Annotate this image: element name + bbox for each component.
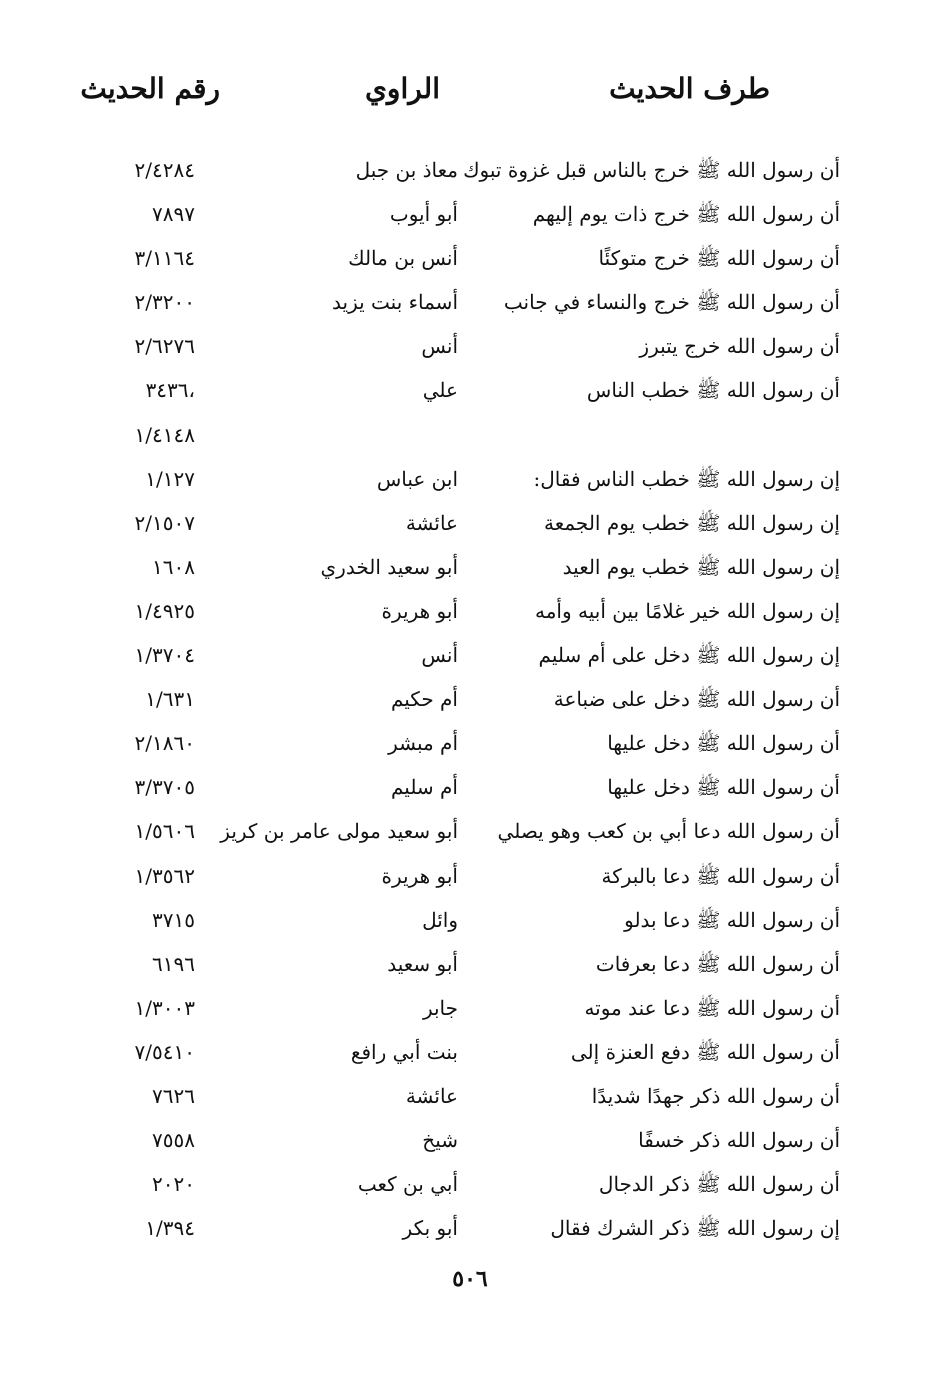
narrator: أبو سعيد الخدري (320, 554, 458, 579)
hadith-tarf: أن رسول الله دعا أبي بن كعب وهو يصلي (497, 819, 840, 844)
narrator: أم سليم (390, 775, 458, 800)
hadith-tarf: أن رسول الله ﷺ دعا بعرفات (595, 951, 840, 976)
hadith-number: ٣٤٣٦، (145, 378, 195, 403)
hadith-tarf: أن رسول الله ﷺ ذكر الدجال (598, 1172, 840, 1197)
hadith-tarf: أن رسول الله ﷺ خرج ذات يوم إليهم (532, 202, 840, 227)
table-row (0, 898, 940, 942)
table-row (0, 677, 940, 721)
table-row (0, 633, 940, 677)
table-row (0, 765, 940, 809)
hadith-number: ٣٧١٥ (152, 907, 195, 932)
narrator: أم حكيم (390, 687, 458, 712)
narrator: وائل (422, 907, 458, 932)
hadith-number: ٢٠٢٠ (152, 1172, 195, 1197)
table-row (0, 368, 940, 412)
hadith-number: ٧٥٥٨ (152, 1128, 195, 1153)
hadith-tarf: أن رسول الله ﷺ دخل عليها (607, 731, 840, 756)
table-row (0, 457, 940, 501)
hadith-number: ٧/٥٤١٠ (134, 1039, 195, 1064)
table-row (0, 1206, 940, 1250)
table-row (0, 413, 940, 457)
hadith-number: ١/٣٩٤ (145, 1216, 195, 1241)
hadith-number: ٧٦٢٦ (152, 1083, 195, 1108)
table-row (0, 1118, 940, 1162)
table-row (0, 589, 940, 633)
table-row (0, 809, 940, 853)
table-row (0, 545, 940, 589)
hadith-tarf: أن رسول الله ﷺ دعا عند موته (584, 995, 840, 1020)
narrator: أبو أيوب (389, 202, 458, 227)
narrator: أم مبشر (388, 731, 458, 756)
narrator: أنس (421, 334, 458, 359)
hadith-tarf: أن رسول الله ﷺ دخل عليها (607, 775, 840, 800)
table-row (0, 942, 940, 986)
hadith-number: ١/٥٦٠٦ (134, 819, 195, 844)
narrator: شيخ (422, 1128, 458, 1153)
page-number: ٥٠٦ (452, 1266, 488, 1292)
hadith-number: ٢/٣٢٠٠ (134, 290, 195, 315)
hadith-number: ١/٣٧٠٤ (134, 643, 195, 668)
hadith-number: ١/٣٥٦٢ (134, 863, 195, 888)
hadith-tarf: أن رسول الله ﷺ خرج والنساء في جانب (503, 290, 840, 315)
narrator: أنس بن مالك (348, 246, 458, 271)
table-row (0, 148, 940, 192)
hadith-tarf: أن رسول الله ﷺ دعا بالبركة (601, 863, 840, 888)
table-row (0, 986, 940, 1030)
hadith-index-table (0, 148, 940, 1250)
narrator: أبي بن كعب (357, 1172, 458, 1197)
header-rawi: الراوي (365, 72, 440, 105)
hadith-tarf: أن رسول الله ﷺ دخل على ضباعة (553, 687, 840, 712)
hadith-tarf: إن رسول الله ﷺ دخل على أم سليم (538, 643, 840, 668)
table-row (0, 501, 940, 545)
table-row (0, 1074, 940, 1118)
table-row (0, 1162, 940, 1206)
hadith-number: ١/٤٩٢٥ (134, 598, 195, 623)
narrator: معاذ بن جبل (355, 158, 458, 182)
hadith-tarf: أن رسول الله ﷺ خرج بالناس قبل غزوة تبوك (463, 158, 840, 182)
hadith-tarf: إن رسول الله ﷺ خطب يوم العيد (562, 554, 840, 579)
narrator: أنس (421, 643, 458, 668)
narrator: أبو هريرة (381, 598, 458, 623)
table-row (0, 192, 940, 236)
table-row (0, 324, 940, 368)
hadith-number: ٢/١٥٠٧ (134, 510, 195, 535)
hadith-tarf: أن رسول الله ﷺ دعا بدلو (624, 907, 840, 932)
hadith-number: ١٦٠٨ (152, 554, 195, 579)
hadith-number: ٦١٩٦ (152, 951, 195, 976)
hadith-tarf: أن رسول الله ذكر خسفًا (638, 1128, 840, 1153)
hadith-number: ١/٦٣١ (145, 687, 195, 712)
hadith-tarf: إن رسول الله ﷺ خطب الناس فقال: (533, 466, 840, 491)
table-header (60, 72, 860, 122)
table-row (0, 236, 940, 280)
hadith-number: ٢/١٨٦٠ (134, 731, 195, 756)
narrator: بنت أبي رافع (350, 1039, 458, 1064)
narrator: أبو سعيد (387, 951, 458, 976)
narrator: جابر (422, 995, 458, 1020)
hadith-tarf: أن رسول الله ﷺ خرج متوكئًا (598, 246, 840, 271)
table-row (0, 854, 940, 898)
table-row (0, 721, 940, 765)
hadith-number: ١/٤١٤٨ (134, 422, 195, 447)
narrator: عائشة (405, 1083, 458, 1108)
narrator: أسماء بنت يزيد (332, 290, 458, 315)
hadith-tarf: إن رسول الله خير غلامًا بين أبيه وأمه (534, 598, 840, 623)
narrator: أبو بكر (402, 1216, 458, 1241)
hadith-number: ١/٣٠٠٣ (134, 995, 195, 1020)
hadith-tarf: إن رسول الله ﷺ ذكر الشرك فقال (550, 1216, 840, 1241)
hadith-tarf: أن رسول الله ذكر جهدًا شديدًا (591, 1083, 840, 1108)
table-row (0, 280, 940, 324)
hadith-tarf: إن رسول الله ﷺ خطب يوم الجمعة (543, 510, 840, 535)
hadith-tarf: أن رسول الله ﷺ دفع العنزة إلى (570, 1039, 840, 1064)
narrator: عائشة (405, 510, 458, 535)
hadith-tarf: أن رسول الله ﷺ خطب الناس (586, 378, 840, 403)
hadith-number: ٣/١١٦٤ (134, 246, 195, 271)
header-number: رقم الحديث (80, 72, 220, 105)
hadith-number: ٢/٤٢٨٤ (134, 158, 195, 182)
hadith-number: ٧٨٩٧ (152, 202, 195, 227)
hadith-tarf: أن رسول الله خرج يتبرز (639, 334, 840, 359)
hadith-number: ١/١٢٧ (145, 466, 195, 491)
header-tarf: طرف الحديث (609, 72, 770, 105)
narrator: أبو هريرة (381, 863, 458, 888)
narrator: أبو سعيد مولى عامر بن كريز (220, 819, 458, 844)
narrator: علي (422, 378, 458, 403)
hadith-number: ٣/٣٧٠٥ (134, 775, 195, 800)
narrator: ابن عباس (376, 466, 458, 491)
hadith-number: ٢/٦٢٧٦ (134, 334, 195, 359)
table-row (0, 1030, 940, 1074)
